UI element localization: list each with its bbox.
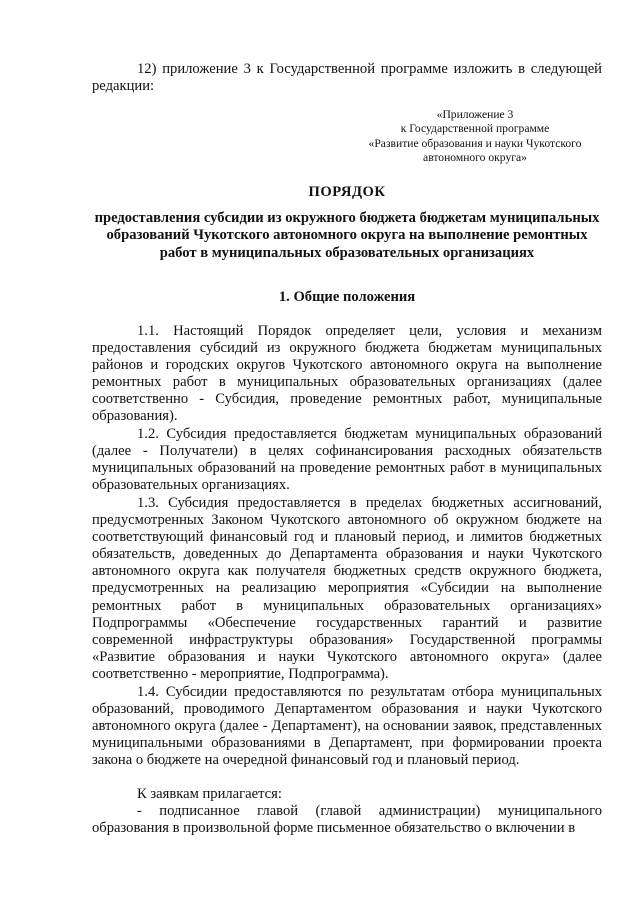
paragraph-1-1: 1.1. Настоящий Порядок определяет цели, условия и механизм предоставления субсидий из окружного бюджета бюджетам муниципальных районов и городских округов Чукотского автономного округа на выполнение ремонтных работ в муниципальных образовательных организациях (далее соответственно - Субсидия, проведение ремонтных работ, муниципальные образования). [92, 323, 602, 425]
paragraph-attachments-intro: К заявкам прилагается: [137, 786, 282, 802]
appendix-note [330, 108, 620, 166]
document-subtitle: предоставления субсидии из окружного бюджета бюджетам муниципальных образований Чукотского автономного округа на выполнение ремонтных работ в муниципальных образовательных организациях [94, 210, 600, 261]
section-heading: 1. Общие положения [278, 289, 416, 305]
document-title-block [92, 184, 602, 262]
intro-paragraph: 12) приложение 3 к Государственной программе изложить в следующей редакции: [92, 61, 602, 95]
appendix-line: автономного округа» [423, 151, 527, 165]
paragraph-1-4: 1.4. Субсидии предоставляются по результатам отбора муниципальных образований, проводимого Департаментом образования и науки Чукотского автономного округа (далее - Департамент), на основании заявок, представленных муниципальными образованиями в Департамент, при формировании проекта закона о бюджете на очередной финансовый год и плановый период. [92, 684, 602, 769]
paragraph-1-3: 1.3. Субсидия предоставляется в пределах бюджетных ассигнований, предусмотренных Законом Чукотского автономного об окружном бюджете на соответствующий финансовый год и плановый период, и лимитов бюджетных обязательств, доведенных до Департамента образования и науки Чукотского автономного округа как получателя бюджетных средств окружного бюджета, предусмотренных на реализацию мероприятия «Субсидии на выполнение ремонтных работ в муниципальных образовательных организациях» Подпрограммы «Обеспечение государственных гарантий и развитие современной инфраструктуры образования» Государственной программы «Развитие образования и науки Чукотского автономного округа» (далее соответственно - мероприятие, Подпрограмма). [92, 495, 602, 682]
document-title: ПОРЯДОК [308, 184, 386, 200]
paragraph-1-2: 1.2. Субсидия предоставляется бюджетам муниципальных образований (далее - Получатели) в целях софинансирования расходных обязательств муниципальных образований на проведение ремонтных работ в муниципальных образовательных организациях. [92, 426, 602, 494]
appendix-line: «Приложение 3 [436, 108, 514, 121]
paragraph-attachment-item: - подписанное главой (главой администрации) муниципального образования в произвольной форме письменное обязательство о включении в [92, 803, 602, 837]
appendix-line: к Государственной программе [400, 122, 550, 136]
appendix-line: «Развитие образования и науки Чукотского [368, 136, 582, 150]
